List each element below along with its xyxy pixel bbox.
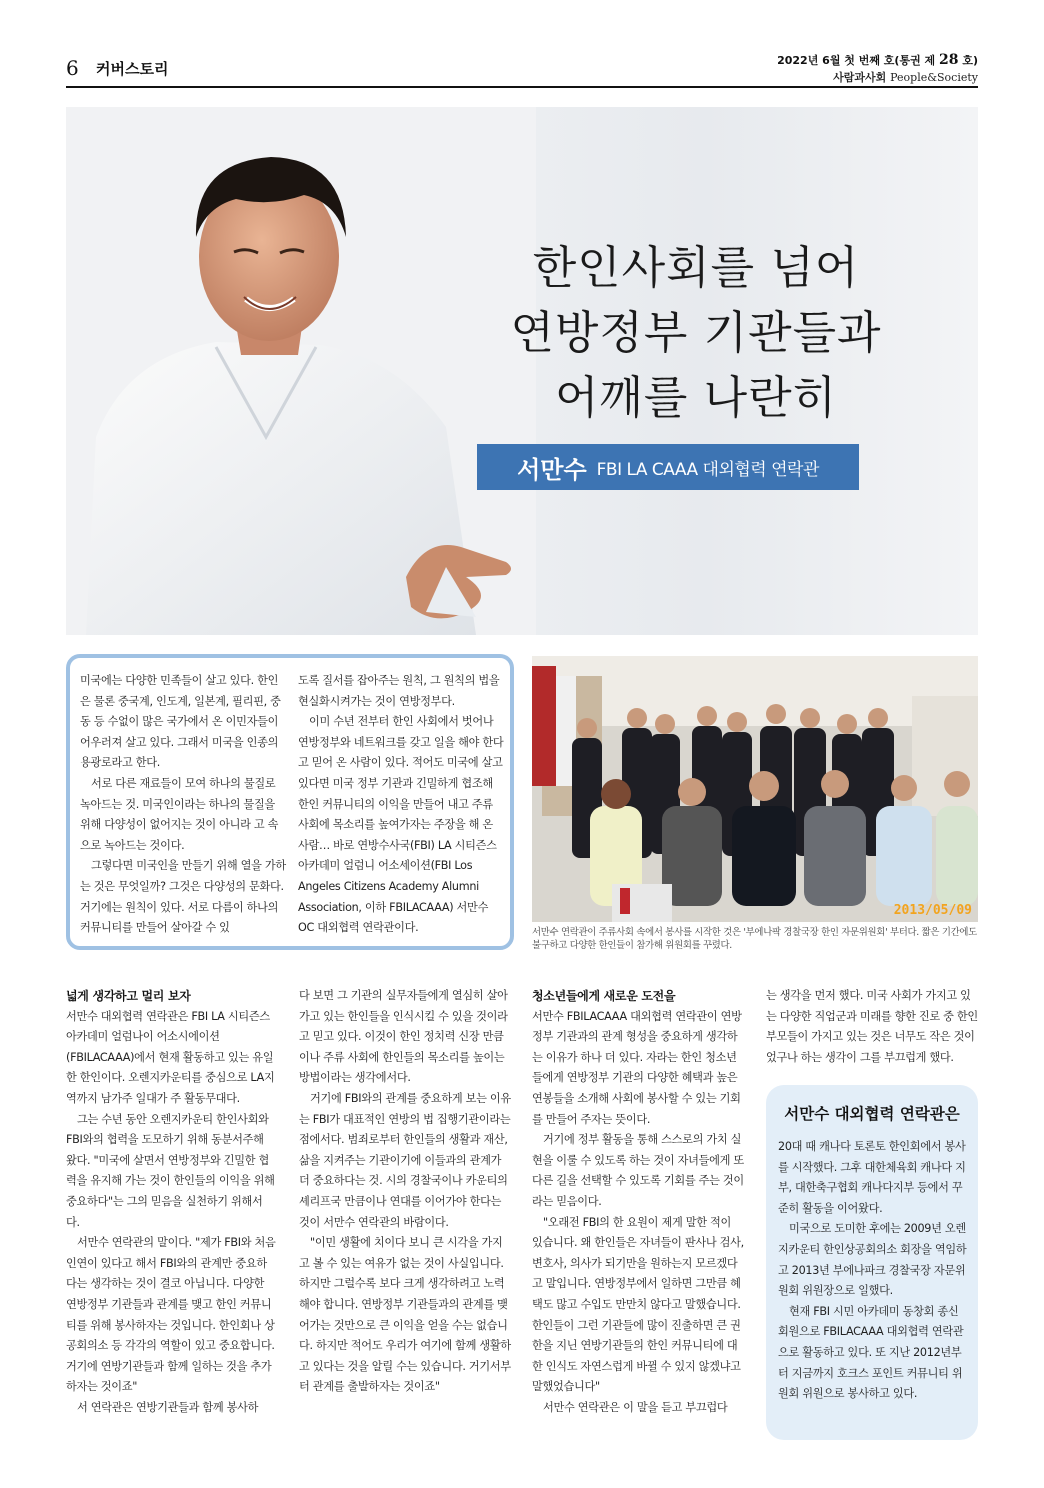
article-paragraph: "오래전 FBI의 한 요원이 제게 말한 적이 있습니다. 왜 한인들은 자녀들이 판사나 검사, 변호사, 의사가 되기만을 원하는지 모르겠다고 말입니다. 연방정부에서 일하면 그만큼 혜택도 많고 수입도 만만치 않다고 말했습니다. 한인들이 그런 기관들에 많이 진출하면 큰 권한을 지닌 연방기관들의 한인 커뮤니티에 대한 인식도 자연스럽게 바뀔 수 있지 않겠냐고 말했었습니다": [532, 1215, 744, 1394]
article-paragraph: 서만수 FBILACAAA 대외협력 연락관이 연방정부 기관과의 관계 형성을 중요하게 생각하는 이유가 하나 더 있다. 자라는 한인 청소년들에게 연방정부 기관의 다양한 혜택과 높은 연봉들을 소개해 사회에 봉사할 수 있는 기회를 만들어 주자는 뜻이다.: [532, 1009, 742, 1126]
article-paragraph: 그는 수년 동안 오렌지카운티 한인사회와 FBI와의 협력을 도모하기 위해 동분서주해 왔다. "미국에 살면서 연방정부와 긴밀한 협력을 유지해 가는 것이 한인들의 이익을 위해 중요하다"는 그의 믿음을 실천하기 위해서다.: [66, 1112, 275, 1229]
article-paragraph: 서만수 연락관은 이 말을 듣고 부끄럽다: [543, 1400, 728, 1414]
photo-caption: 서만수 연락관이 주류사회 속에서 봉사를 시작한 것은 '부에나팍 경찰국장 한인 자문위원회' 부터다. 짧은 기간에도 불구하고 다양한 한인들이 참가해 위원회를 꾸렸다.: [532, 927, 977, 951]
profile-paragraph: 20대 때 캐나다 토론토 한인회에서 봉사를 시작했다. 그후 대한체육회 캐나다 지부, 대한축구협회 캐나다지부 등에서 꾸준히 활동을 이어왔다.: [778, 1140, 966, 1215]
group-photo: [532, 656, 978, 922]
intro-column-2: [298, 671, 504, 939]
profile-title: 서만수 대외협력 연락관은: [784, 1105, 960, 1123]
intro-paragraph: 이미 수년 전부터 한인 사회에서 벗어나 연방정부와 네트워크를 갖고 일을 해야 한다고 믿어 온 사람이 있다. 적어도 미국에 살고 있다면 미국 정부 기관과 긴밀하게 협조해 한인 커뮤니티의 이익을 만들어 내고 주류 사회에 목소리를 높여가자는 주장을 해 온 사람… 바로 연방수사국(FBI) LA 시티즌스 아카데미 얼럼니 어소세이션(FBI Los Angeles Citizens Academy Alumni Association, 이하 FBILACAAA) 서만수 OC 대외협력 연락관이다.: [298, 715, 504, 935]
headline-line-1: 한인사회를 넘어: [532, 241, 860, 294]
header-rule: [66, 86, 978, 88]
profile-paragraph: 현재 FBI 시민 아카데미 동창회 종신회원으로 FBILACAAA 대외협력 연락관으로 활동하고 있다. 또 지난 2012년부터 지금까지 호크스 포인트 커뮤니티 위원회 위원으로 봉사하고 있다.: [778, 1304, 964, 1401]
issue-suffix: 호): [962, 54, 978, 67]
intro-paragraph: 도록 질서를 잡아주는 원칙, 그 원칙의 법을 현실화시켜가는 것이 연방정부다.: [298, 674, 500, 708]
section-name: 커버스토리: [96, 60, 169, 78]
article-paragraph: 서만수 연락관의 말이다. "제가 FBI와 처음 인연이 있다고 해서 FBI와의 관계만 중요하다는 생각하는 것이 결코 아닙니다. 다양한 연방정부 기관들과 관계를 맺고 한인 커뮤니티를 위해 봉사하자는 것입니다. 한인회나 상공회의소 등 각각의 역할이 있고 중요합니다. 거기에 연방기관들과 함께 일하는 것을 추가하자는 것이죠": [66, 1236, 276, 1394]
subheading: 청소년들에게 새로운 도전을: [532, 989, 676, 1003]
profile-paragraph: 미국으로 도미한 후에는 2009년 오렌지카운티 한인상공회의소 회장을 역임하고 2013년 부에나파크 경찰국장 자문위원회 위원장으로 일했다.: [778, 1222, 967, 1298]
intro-paragraph: 서로 다른 재료들이 모여 하나의 물질로 녹아드는 것. 미국인이라는 하나의 물질을 위해 다양성이 없어지는 것이 아니라 고 속으로 녹아드는 것이다.: [80, 776, 279, 852]
article-paragraph: 다 보면 그 기관의 실무자들에게 열심히 살아가고 있는 한인들을 인식시킬 수 있을 것이라고 믿고 있다. 이것이 한인 정치력 신장 만큼이나 주류 사회에 한인들의 목소리를 높이는 방법이라는 생각에서다.: [299, 989, 508, 1085]
profile-box: [766, 1085, 978, 1440]
article-paragraph: 는 생각을 먼저 했다. 미국 사회가 가지고 있는 다양한 직업군과 미래를 향한 진로 중 한인 부모들이 가지고 있는 것은 너무도 작은 것이었구나 하는 생각이 그를 부끄럽게 했다.: [766, 989, 978, 1064]
headline: [476, 235, 916, 430]
article-paragraph: 서 연락관은 연방기관들과 함께 봉사하: [77, 1400, 259, 1414]
portrait-photo: [66, 107, 536, 635]
page-number: 6: [66, 56, 79, 80]
intro-column-1: [80, 671, 286, 939]
issue-info: [777, 52, 978, 68]
intro-paragraph: 미국에는 다양한 민족들이 살고 있다. 한인은 물론 중국계, 인도계, 일본계, 필리핀, 중동 등 수없이 많은 국가에서 온 이민자들이 어우러져 살고 있다. 그래서 미국을 인종의 용광로라고 한다.: [80, 674, 281, 770]
publication-name: [833, 69, 978, 85]
article-paragraph: 서만수 대외협력 연락관은 FBI LA 시티즌스 아카데미 얼럼나이 어소시에이션(FBILACAAA)에서 현재 활동하고 있는 유일한 한인이다. 오렌지카운티를 중심으로 LA지역까지 남가주 일대가 주 활동무대다.: [66, 1009, 275, 1105]
article-column-4: [766, 986, 978, 1068]
issue-prefix: 2022년 6월 첫 번째 호(통권 제: [777, 54, 936, 67]
subheading: 넓게 생각하고 멀리 보자: [66, 989, 191, 1003]
group-photo-image: [532, 656, 978, 922]
article-column-2: [299, 986, 512, 1398]
hero-banner: [66, 107, 978, 635]
intro-box: [66, 654, 514, 950]
name-banner: [477, 444, 859, 490]
article-column-3: [532, 986, 744, 1418]
photo-date-stamp: 2013/05/09: [893, 903, 972, 918]
page-header: [66, 50, 978, 90]
person-name: 서만수: [517, 455, 587, 484]
profile-text: [778, 1137, 968, 1405]
headline-line-3: 어깨를 나란히: [554, 371, 838, 424]
intro-paragraph: 그렇다면 미국인을 만들기 위해 열을 가하는 것은 무엇일까? 그것은 다양성의 문화다. 거기에는 원칙이 있다. 서로 다름이 하나의 커뮤니티를 만들어 살아갈 수 있: [80, 859, 286, 935]
article-column-1: [66, 986, 276, 1418]
publication-en: People&Society: [890, 71, 978, 84]
publication-ko: 사람과사회: [833, 71, 887, 84]
article-paragraph: 거기에 정부 활동을 통해 스스로의 가치 실현을 이룰 수 있도록 하는 것이 자녀들에게 또 다른 길을 선택할 수 있도록 기회를 주는 것이라는 믿음이다.: [532, 1133, 744, 1208]
headline-line-2: 연방정부 기관들과: [510, 306, 882, 359]
article-paragraph: "이민 생활에 치이다 보니 큰 시각을 가지고 볼 수 있는 여유가 없는 것이 사실입니다. 하지만 그럴수록 보다 크게 생각하려고 노력해야 합니다. 연방정부 기관들과의 관계를 맺어가는 것만으로 큰 이익을 얻을 수는 없습니다. 하지만 적어도 우리가 여기에 함께 생활하고 있다는 것을 알릴 수는 있습니다. 거기서부터 관계를 출발하자는 것이죠": [299, 1236, 511, 1394]
person-role: FBI LA CAAA 대외협력 연락관: [596, 459, 819, 480]
issue-number: 28: [939, 52, 959, 68]
article-paragraph: 거기에 FBI와의 관계를 중요하게 보는 이유는 FBI가 대표적인 연방의 법 집행기관이라는 점에서다. 범죄로부터 한인들의 생활과 재산, 삶을 지켜주는 기관이기에 이들과의 관계가 더 중요하다는 것. 시의 경찰국이나 카운티의 셰리프국 만큼이나 연대를 이어가야 한다는 것이 서만수 연락관의 바람이다.: [299, 1091, 511, 1229]
